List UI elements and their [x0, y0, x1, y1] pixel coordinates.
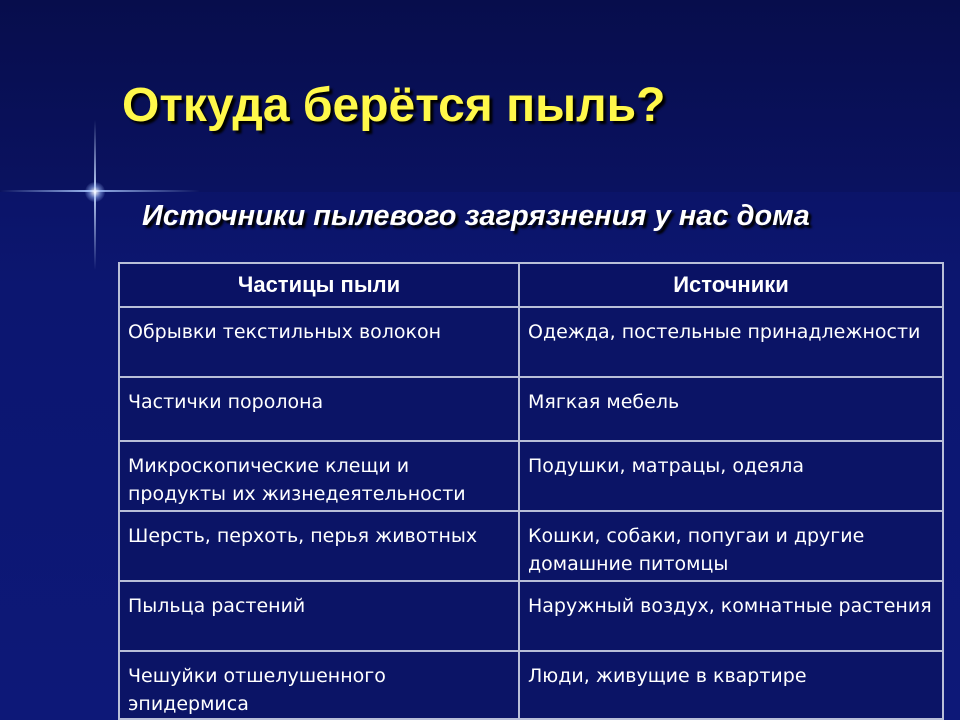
table-row	[119, 651, 943, 719]
particle-cell: Микроскопические клещи и продукты их жизнедеятельности	[119, 441, 519, 511]
column-header-particles: Частицы пыли	[119, 263, 519, 307]
source-cell: Люди, живущие в квартире	[519, 651, 943, 719]
slide-title: Откуда берётся пыль?	[122, 79, 666, 132]
source-cell: Подушки, матрацы, одеяла	[519, 441, 943, 511]
source-cell: Мягкая мебель	[519, 377, 943, 441]
particle-cell: Шерсть, перхоть, перья животных	[119, 511, 519, 581]
slide-subtitle: Источники пылевого загрязнения у нас дома	[142, 200, 810, 232]
column-header-sources: Источники	[519, 263, 943, 307]
table-row	[119, 307, 943, 377]
table-row	[119, 441, 943, 511]
table-header-row	[119, 263, 943, 307]
table-row	[119, 581, 943, 651]
particle-cell: Чешуйки отшелушенного эпидермиса	[119, 651, 519, 719]
particle-cell: Частички поролона	[119, 377, 519, 441]
particle-cell: Обрывки текстильных волокон	[119, 307, 519, 377]
table-row	[119, 511, 943, 581]
particle-cell: Пыльца растений	[119, 581, 519, 651]
table-row	[119, 377, 943, 441]
source-cell: Кошки, собаки, попугаи и другие домашние питомцы	[519, 511, 943, 581]
dust-sources-table	[118, 262, 944, 720]
light-flare-icon	[85, 182, 105, 202]
source-cell: Одежда, постельные принадлежности	[519, 307, 943, 377]
source-cell: Наружный воздух, комнатные растения	[519, 581, 943, 651]
